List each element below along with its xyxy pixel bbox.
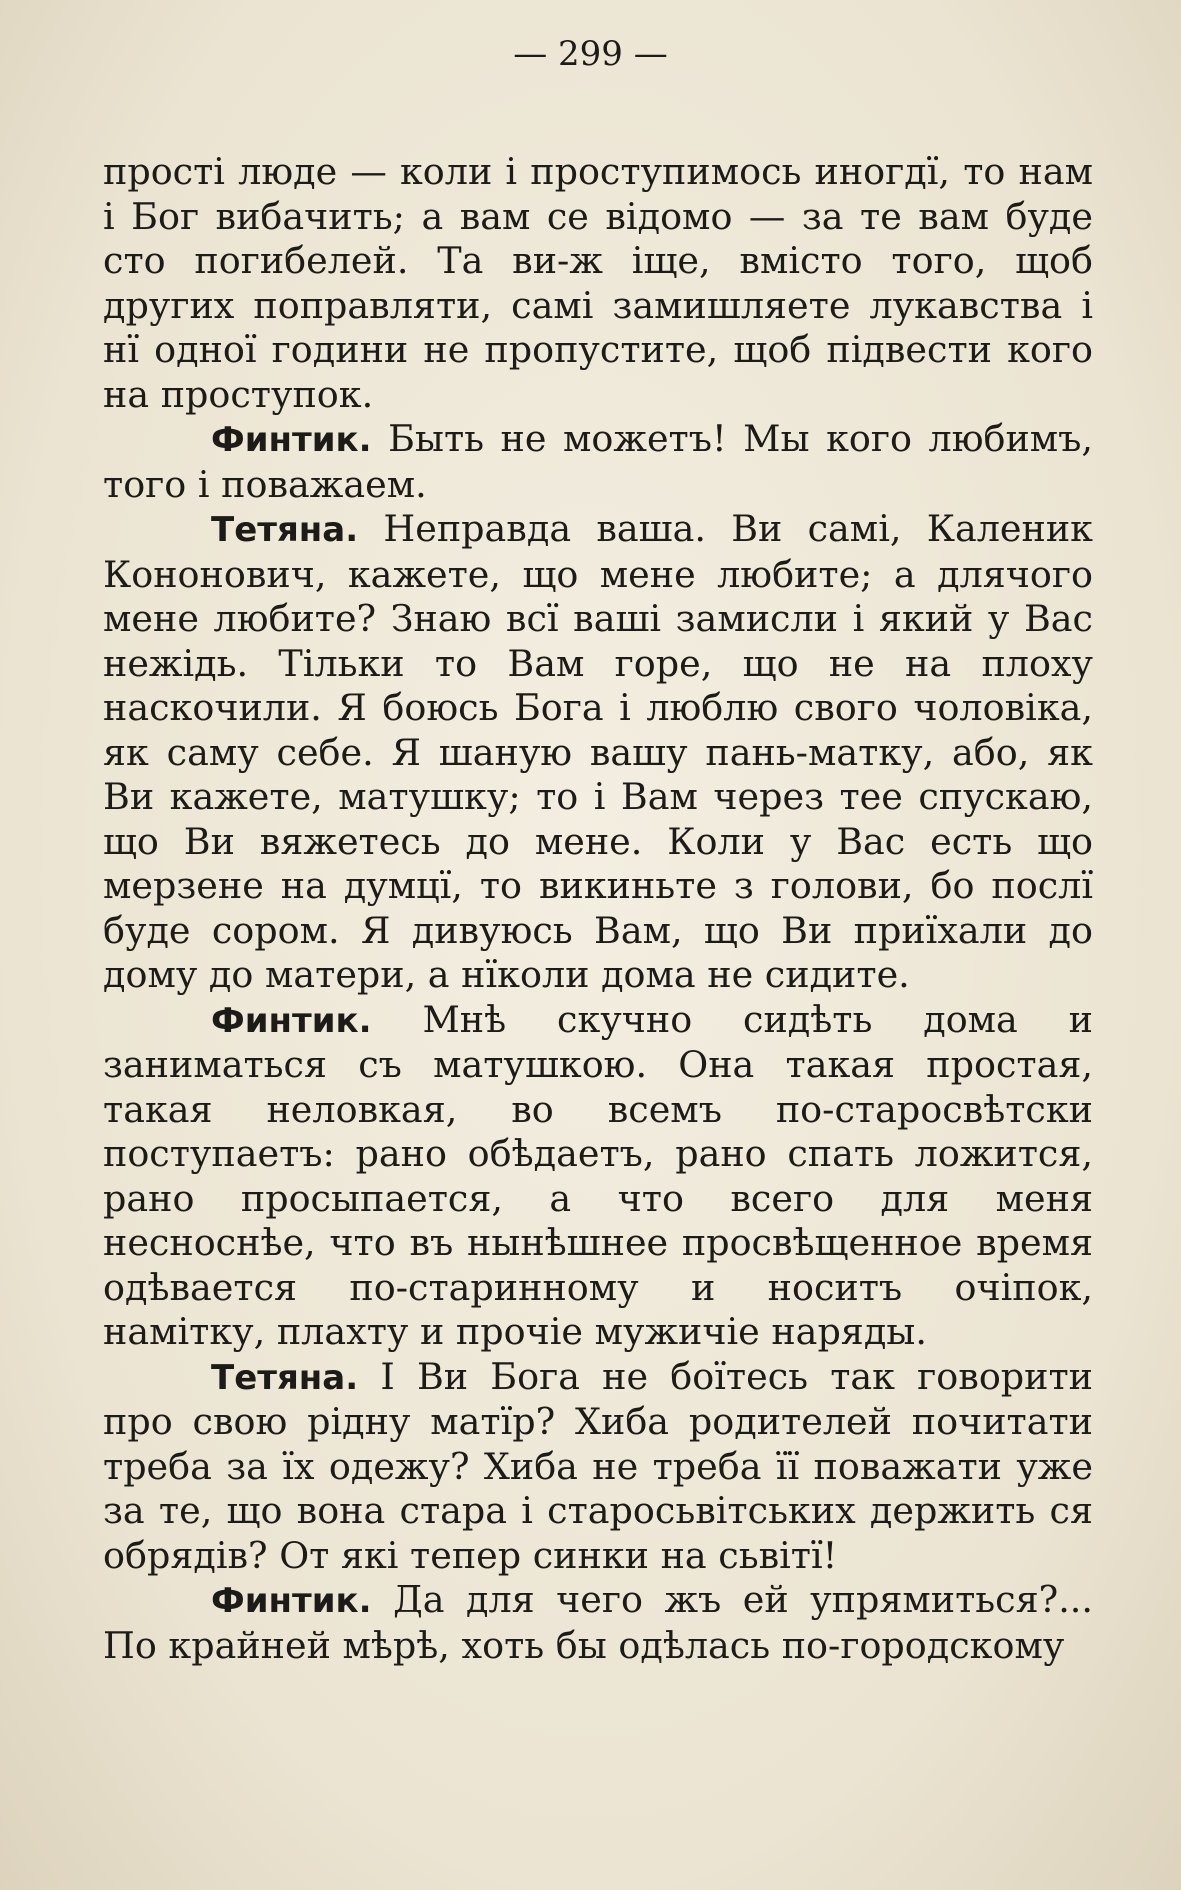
speaker-name: Финтик. bbox=[211, 1000, 372, 1041]
speaker-name: Тетяна. bbox=[211, 510, 359, 550]
dialogue-paragraph bbox=[103, 1355, 1093, 1579]
paragraph-continuation bbox=[103, 150, 1093, 417]
paragraph-text: Мнѣ скучно сидѣть дома и заниматься съ матушкою. Она такая простая, такая неловкая, во всемъ по-старосвѣтски поступаетъ: рано обѣдаетъ, рано спать ложится, рано просыпается, а что всего для меня несноснѣе, что въ нынѣшнее просвѣщенное время одѣвается по-старинному и носитъ очіпок, намітку, плахту и прочіе мужичіе наряды. bbox=[103, 997, 1094, 1353]
paragraph-text: прості люде — коли і проступимось иногдї, то нам і Бог вибачить; а вам се відомо — за те вам буде сто погибелей. Та ви-ж іще, вмісто того, щоб других поправляти, самі замишляете лукавства і нї одної години не пропустите, щоб підвести кого на проступок. bbox=[103, 150, 1093, 416]
speaker-name: Тетяна. bbox=[211, 1357, 359, 1398]
dialogue-paragraph bbox=[103, 1578, 1093, 1668]
paragraph-text: Быть не можетъ! Мы кого любимъ, того і поважаем. bbox=[103, 417, 1093, 506]
dialogue-paragraph bbox=[103, 507, 1093, 998]
speaker-name: Финтик. bbox=[211, 1581, 372, 1621]
speaker-name: Финтик. bbox=[211, 420, 372, 460]
paragraph-text: Неправда ваша. Ви самі, Каленик Кононович, кажете, що мене любите; а длячого мене любите? Знаю всї ваші замисли і який у Вас нежідь. Тільки то Вам горе, що не на плоху наскочили. Я боюсь Бога і люблю свого чоловіка, як саму себе. Я шаную вашу пань-матку, або, як Ви кажете, матушку; то і Вам через тее спускаю, що Ви вяжетесь до мене. Коли у Вас есть що мерзене на думцї, то викиньте з голови, бо послї буде сором. Я дивуюсь Вам, що Ви приїхали до дому до матери, а нїколи дома не сидите. bbox=[103, 507, 1093, 996]
dialogue-paragraph bbox=[103, 998, 1093, 1355]
dialogue-paragraph bbox=[103, 417, 1093, 507]
paragraph-text: Да для чего жъ ей упрямиться?... По крайней мѣрѣ, хоть бы одѣлась по-городскому bbox=[103, 1578, 1094, 1667]
paragraph-text: І Ви Бога не боїтесь так говорити про свою рідну матїр? Хиба родителей почитати треба за їх одежу? Хиба не треба її поважати уже за те, що вона стара і старосьвітських держить ся обрядів? От які тепер синки на сьвітї! bbox=[103, 1354, 1094, 1577]
body-text bbox=[103, 150, 1093, 1668]
page-number: — 299 — bbox=[513, 34, 668, 74]
